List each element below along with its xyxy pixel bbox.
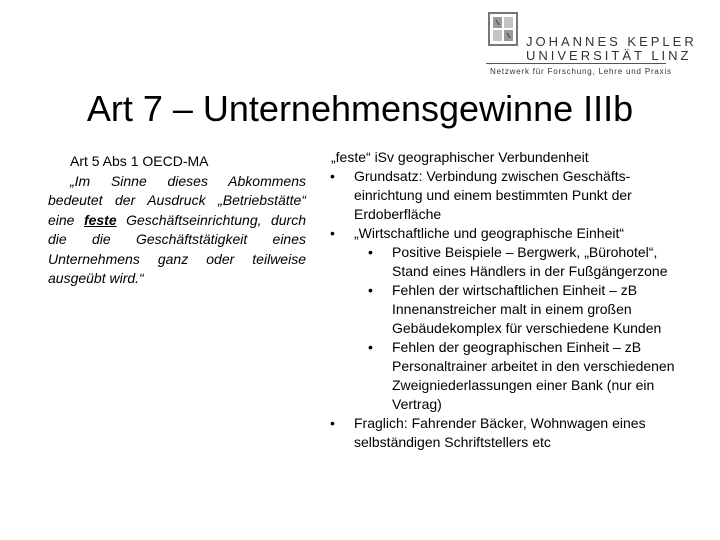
explanation-heading: „feste“ iSv geographischer Verbundenheit [331, 149, 589, 165]
sub-bullet-item [328, 243, 680, 281]
quote-part-2: Geschäftseinrichtung, durch die die Geschäftstätigkeit eines Unternehmens ganz oder teilweise ausgeübt wird.“ [48, 211, 306, 286]
sub-bullet-item [328, 281, 680, 338]
university-logo [486, 12, 697, 76]
crest-icon [488, 12, 518, 46]
logo-tagline: Netzwerk für Forschung, Lehre und Praxis [490, 67, 672, 76]
bullet-text: „Wirtschaftliche und geographische Einheit“ [354, 225, 625, 241]
definition-quote [48, 172, 306, 289]
bullet-item [328, 167, 680, 224]
bullet-text: Fraglich: Fahrender Bäcker, Wohnwagen eines selbständigen Schriftstellers etc [354, 415, 646, 450]
bullet-icon: • [330, 415, 335, 431]
definition-heading: Art 5 Abs 1 OECD-MA [70, 153, 209, 169]
logo-line-2: UNIVERSITÄT LINZ [526, 48, 692, 63]
bullet-item [328, 224, 680, 243]
bullet-icon: • [330, 168, 335, 184]
quote-emphasis: feste [83, 211, 117, 228]
bullet-item [328, 414, 680, 452]
sub-bullet-text: Positive Beispiele – Bergwerk, „Bürohotel“, Stand eines Händlers in der Fußgängerzone [392, 244, 668, 279]
sub-bullet-item [328, 338, 680, 414]
sub-bullet-text: Fehlen der wirtschaftlichen Einheit – zB Innenanstreicher malt in einem großen Gebäudekomplex für verschiedene Kunden [392, 282, 662, 336]
bullet-icon: • [330, 225, 335, 241]
bullet-icon: • [368, 244, 373, 260]
bullet-text: Grundsatz: Verbindung zwischen Geschäftseinrichtung und einem bestimmten Punkt der Erdoberfläche [354, 168, 632, 222]
sub-bullet-text: Fehlen der geographischen Einheit – zB Personaltrainer arbeitet in den verschiedenen Zweigniederlassungen einer Bank (nur ein Vertrag) [392, 339, 675, 412]
logo-divider [486, 63, 666, 64]
slide-title: Art 7 – Unternehmensgewinne IIIb [86, 88, 634, 129]
bullet-icon: • [368, 339, 373, 355]
quote-part-1: „Im Sinne dieses Abkommens bedeutet der Ausdruck „Betriebstätte“ eine [48, 172, 306, 228]
definition-column [48, 152, 306, 289]
explanation-column [328, 148, 680, 452]
bullet-icon: • [368, 282, 373, 298]
logo-line-1: JOHANNES KEPLER [526, 34, 697, 49]
